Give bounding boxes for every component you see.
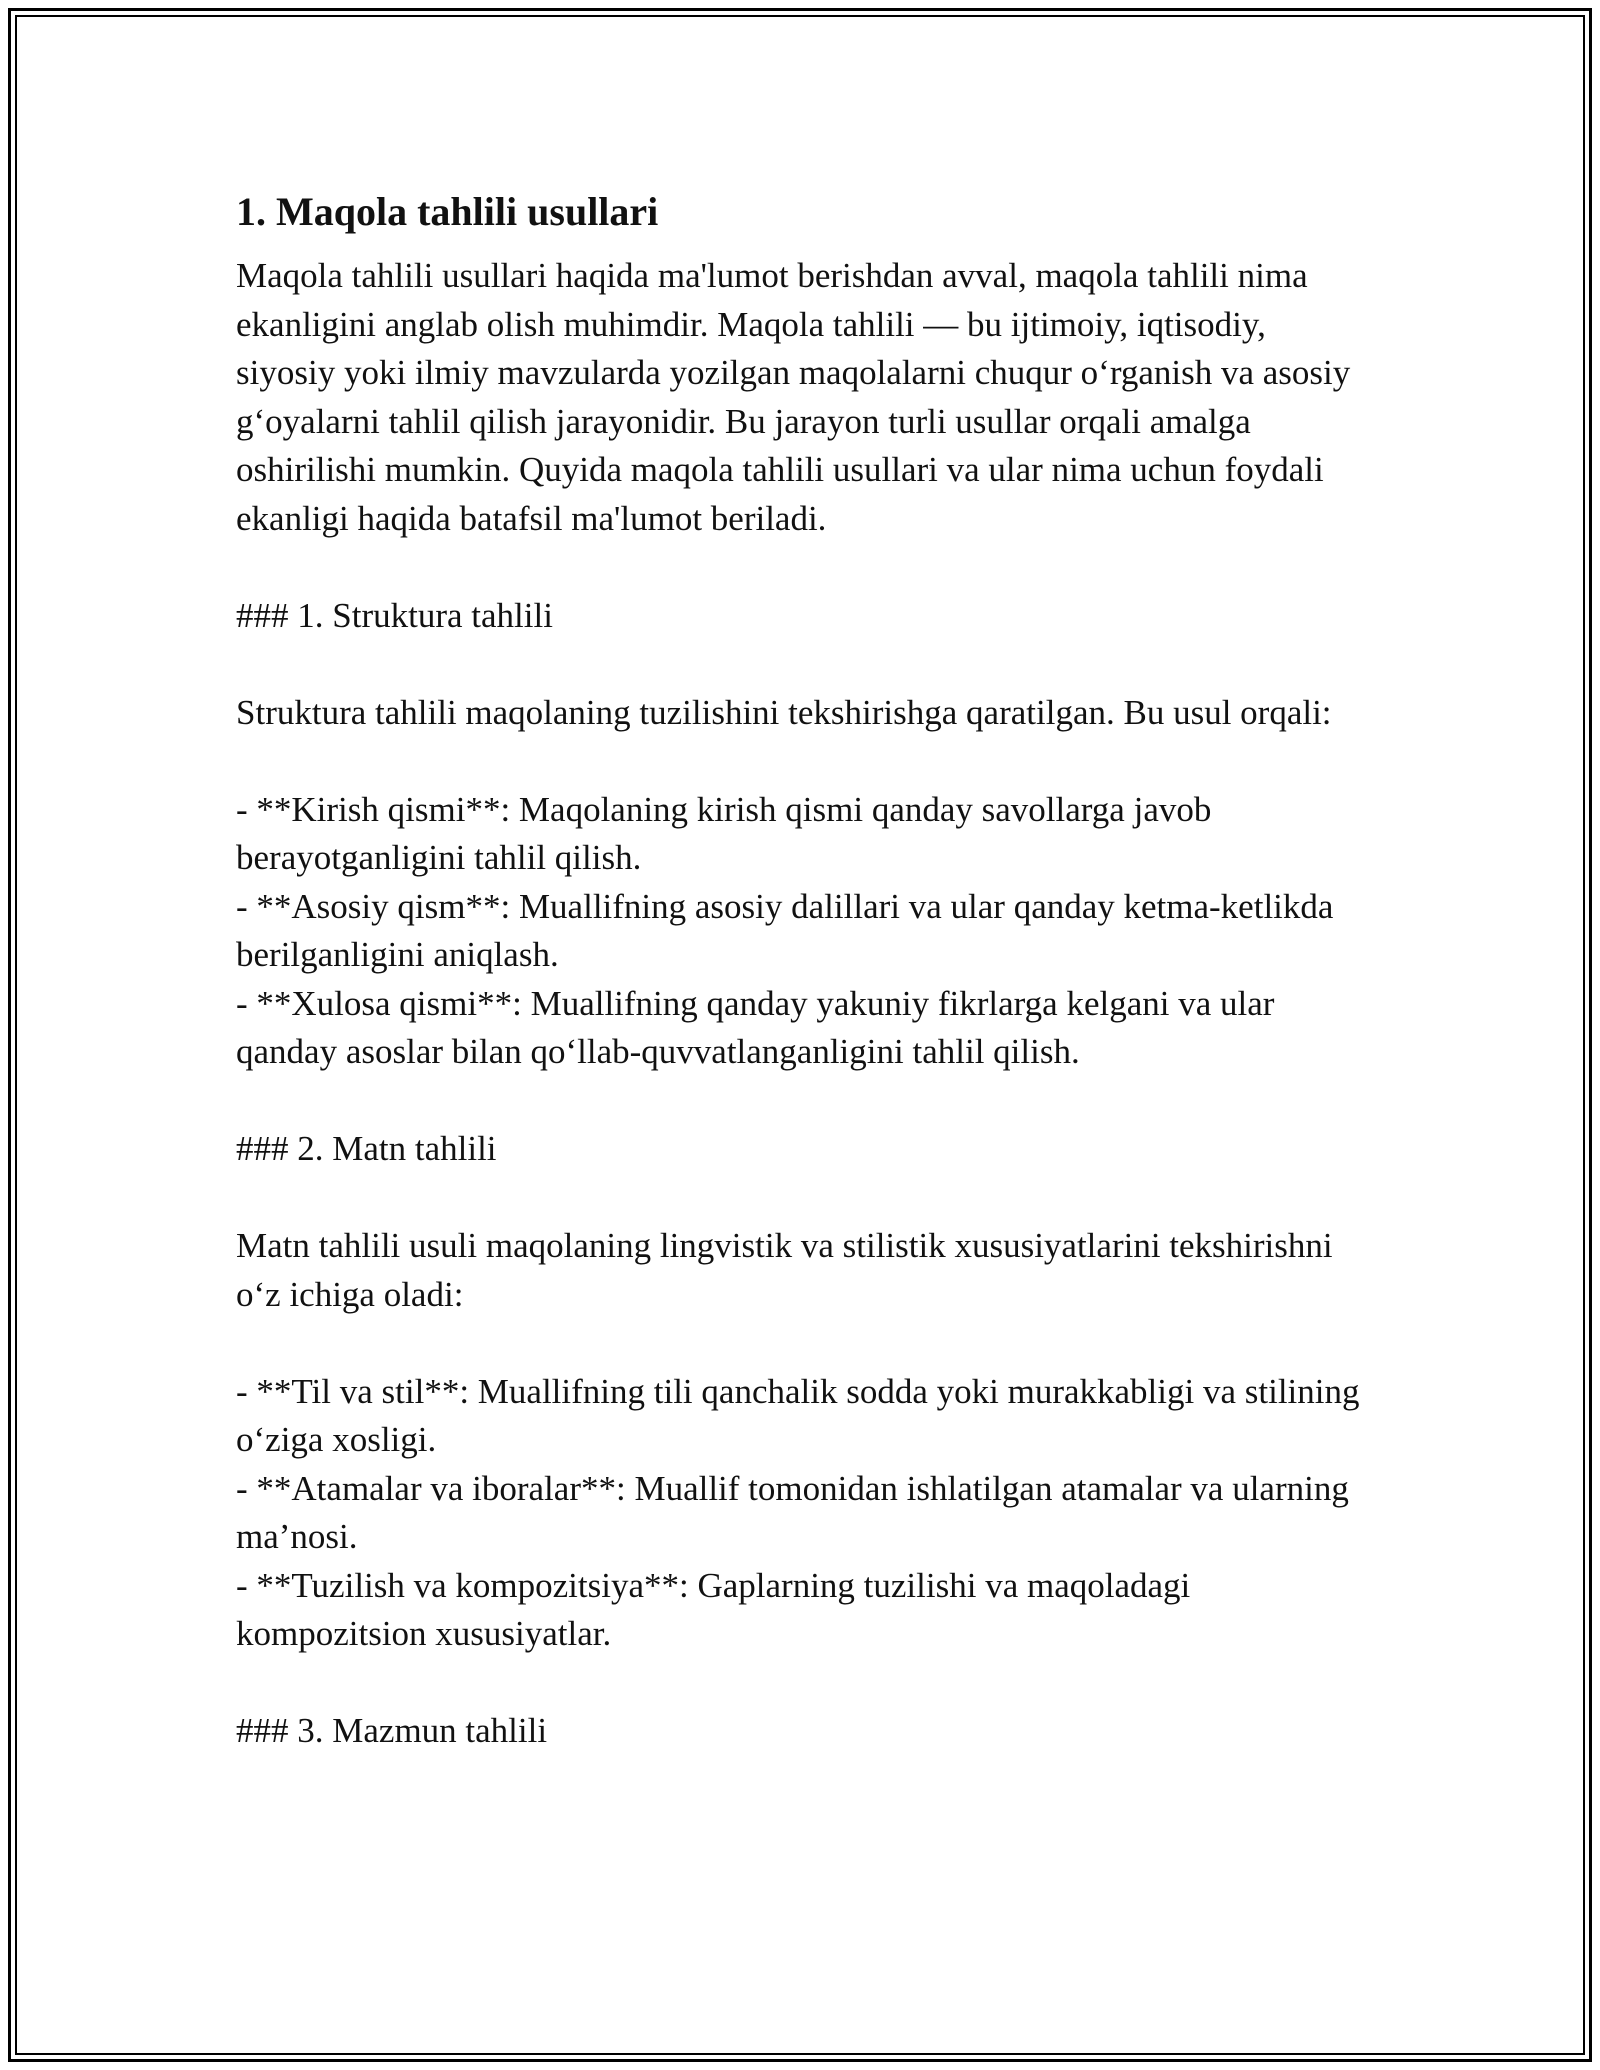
list-item: - **Til va stil**: Muallifning tili qanchalik sodda yoki murakkabligi va stilining oʻziga xosligi. (236, 1371, 1360, 1459)
list-item: - **Kirish qismi**: Maqolaning kirish qismi qanday savollarga javob berayotganligini tahlil qilish. (236, 789, 1212, 877)
intro-paragraph: Maqola tahlili usullari haqida ma'lumot berishdan avval, maqola tahlili nima ekanligini anglab olish muhimdir. Maqola tahlili — bu ijtimoiy, iqtisodiy, siyosiy yoki ilmiy mavzularda yozilgan maqolalarni chuqur oʻrganish va asosiy gʻoyalarni tahlil qilish jarayonidir. Bu jarayon turli usullar orqali amalga oshirilishi mumkin. Quyida maqola tahlili usullari va ular nima uchun foydali ekanligi haqida batafsil ma'lumot beriladi. (236, 256, 1351, 538)
list-item: - **Xulosa qismi**: Muallifning qanday yakuniy fikrlarga kelgani va ular qanday asoslar bilan qoʻllab-quvvatlanganligini tahlil qilish. (236, 983, 1275, 1071)
list-item: - **Atamalar va iboralar**: Muallif tomonidan ishlatilgan atamalar va ularning ma’nosi. (236, 1468, 1349, 1556)
document-title: 1. Maqola tahlili usullari (236, 189, 659, 234)
document-body (236, 186, 1366, 1756)
section-1-paragraph: Struktura tahlili maqolaning tuzilishini tekshirishga qaratilgan. Bu usul orqali: (236, 692, 1332, 732)
spacer (236, 1659, 1366, 1708)
spacer (236, 1077, 1366, 1126)
spacer (236, 1174, 1366, 1223)
section-2-heading: ### 2. Matn tahlili (236, 1129, 497, 1168)
list-item: - **Asosiy qism**: Muallifning asosiy dalillari va ular qanday ketma-ketlikda berilganligini aniqlash. (236, 886, 1334, 974)
spacer (236, 737, 1366, 786)
spacer (236, 640, 1366, 689)
section-2-paragraph: Matn tahlili usuli maqolaning lingvistik va stilistik xususiyatlarini tekshirishni oʻz ichiga oladi: (236, 1226, 1333, 1314)
spacer (236, 543, 1366, 592)
list-item: - **Tuzilish va kompozitsiya**: Gaplarning tuzilishi va maqoladagi kompozitsion xususiyatlar. (236, 1565, 1191, 1653)
section-1-heading: ### 1. Struktura tahlili (236, 595, 553, 635)
section-3-heading: ### 3. Mazmun tahlili (236, 1711, 548, 1750)
spacer (236, 1319, 1366, 1368)
